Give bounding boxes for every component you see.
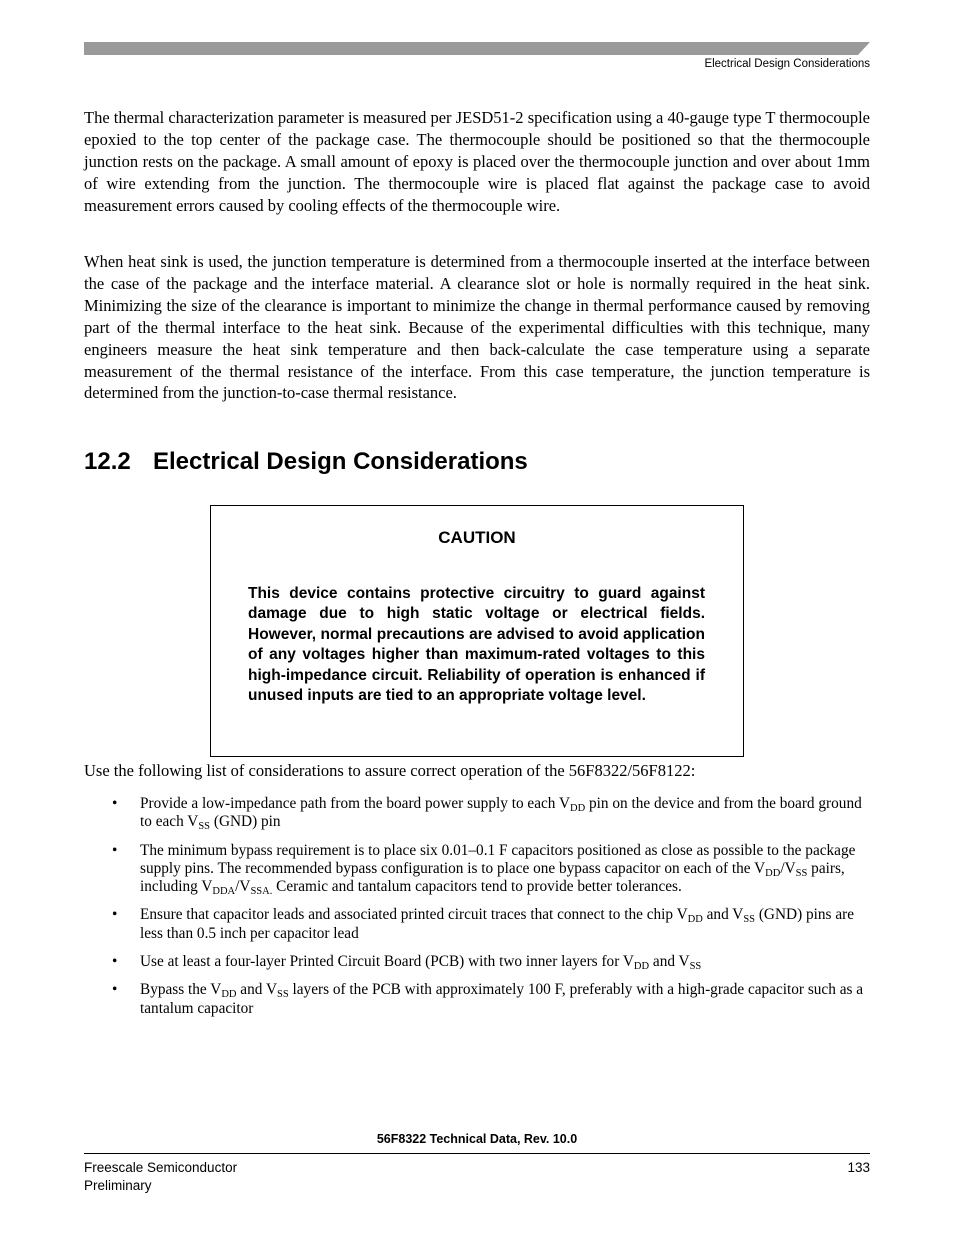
footer-left (84, 1159, 237, 1195)
text: Bypass the V (140, 981, 222, 999)
caution-text: This device contains protective circuitry to guard against damage due to high static voltage or electrical fields. However, normal precautions are advised to avoid application of any voltages higher than maximum-rated voltages to this high-impedance circuit. Reliability of operation is enhanced if unused inputs are tied to an appropriate voltage level. (248, 585, 705, 705)
list-item (84, 981, 870, 1018)
subscript: DDA (212, 886, 236, 898)
caution-box (210, 505, 744, 757)
text: /V (235, 878, 251, 896)
footer-doc-title: 56F8322 Technical Data, Rev. 10.0 (376, 1132, 578, 1146)
subscript: SS (277, 989, 289, 1001)
subscript: DD (687, 914, 703, 926)
section-title: Electrical Design Considerations (153, 448, 528, 475)
paragraph-heat-sink: When heat sink is used, the junction temperature is determined from a thermocouple inserted at the interface between the case of the package and the interface material. A clearance slot or hole is normally required in the heat sink. Minimizing the size of the clearance is important to minimize the change in thermal performance caused by removing part of the thermal interface to the heat sink. Because of the experimental difficulties with this technique, many engineers measure the heat sink temperature and then back-calculate the case temperature using a separate measurement of the thermal resistance of the interface. From this case temperature, the junction temperature is determined from the junction-to-case thermal resistance. (84, 252, 870, 403)
header-decorative-bar (84, 42, 870, 55)
text: The minimum bypass requirement is to place six 0.01–0.1 F capacitors positioned as close as possible to the package supply pins. The recommended bypass configuration is to place one bypass capacitor on each of the V (140, 841, 856, 877)
text: (GND) pin (210, 813, 281, 831)
subscript: DD (633, 961, 650, 973)
subscript: DD (221, 989, 237, 1001)
bullet-marker: • (112, 981, 118, 999)
list-item (84, 906, 870, 943)
text: (GND) pins are less than 0.5 inch per capacitor lead (140, 906, 854, 942)
considerations-list (84, 795, 870, 1028)
subscript: DD (765, 867, 781, 879)
list-item (84, 953, 870, 971)
text: Ensure that capacitor leads and associated printed circuit traces that connect to the chip V (140, 906, 688, 924)
subscript: SS (198, 821, 211, 833)
text: layers of the PCB with approximately 100 F, preferably with a high-grade capacitor such as a tantalum capacitor (140, 981, 864, 1017)
subscript: SSA. (250, 886, 273, 898)
text: Ceramic and tantalum capacitors tend to provide better tolerances. (272, 878, 682, 896)
text: Use at least a four-layer Printed Circuit Board (PCB) with two inner layers for V (140, 953, 634, 971)
list-item (84, 842, 870, 897)
section-number: 12.2 (84, 448, 131, 475)
list-intro: Use the following list of considerations to assure correct operation of the 56F8322/56F8122: (84, 761, 696, 780)
text: pin on the device and from the board ground to each V (140, 795, 862, 831)
caution-title: CAUTION (438, 528, 516, 547)
list-item (84, 795, 870, 832)
text: pairs, including V (140, 859, 845, 896)
subscript: SS (689, 961, 702, 973)
bullet-marker: • (112, 953, 118, 971)
text: and V (702, 906, 744, 924)
page-number: 133 (847, 1160, 870, 1175)
running-header: Electrical Design Considerations (704, 58, 870, 70)
footer-company: Freescale Semiconductor (84, 1160, 238, 1175)
text: and V (236, 981, 277, 999)
footer-status: Preliminary (84, 1178, 152, 1193)
bullet-marker: • (112, 841, 118, 859)
bullet-marker: • (112, 906, 118, 924)
subscript: SS (795, 867, 808, 879)
subscript: SS (743, 914, 756, 926)
bullet-marker: • (112, 795, 118, 812)
footer-divider (84, 1153, 870, 1154)
text: Provide a low-impedance path from the board power supply to each V (140, 795, 571, 812)
paragraph-thermocouple: The thermal characterization parameter is measured per JESD51-2 specification using a 40-gauge type T thermocouple epoxied to the top center of the package case. The thermocouple should be positioned so that the thermocouple junction rests on the package. A small amount of epoxy is placed over the thermocouple junction and over about 1mm of wire extending from the junction. The thermocouple wire is placed flat against the package case to avoid measurement errors caused by cooling effects of the thermocouple wire. (84, 108, 870, 215)
section-heading (84, 448, 528, 476)
text: /V (780, 859, 796, 877)
subscript: DD (570, 803, 586, 814)
text: and V (649, 953, 690, 971)
